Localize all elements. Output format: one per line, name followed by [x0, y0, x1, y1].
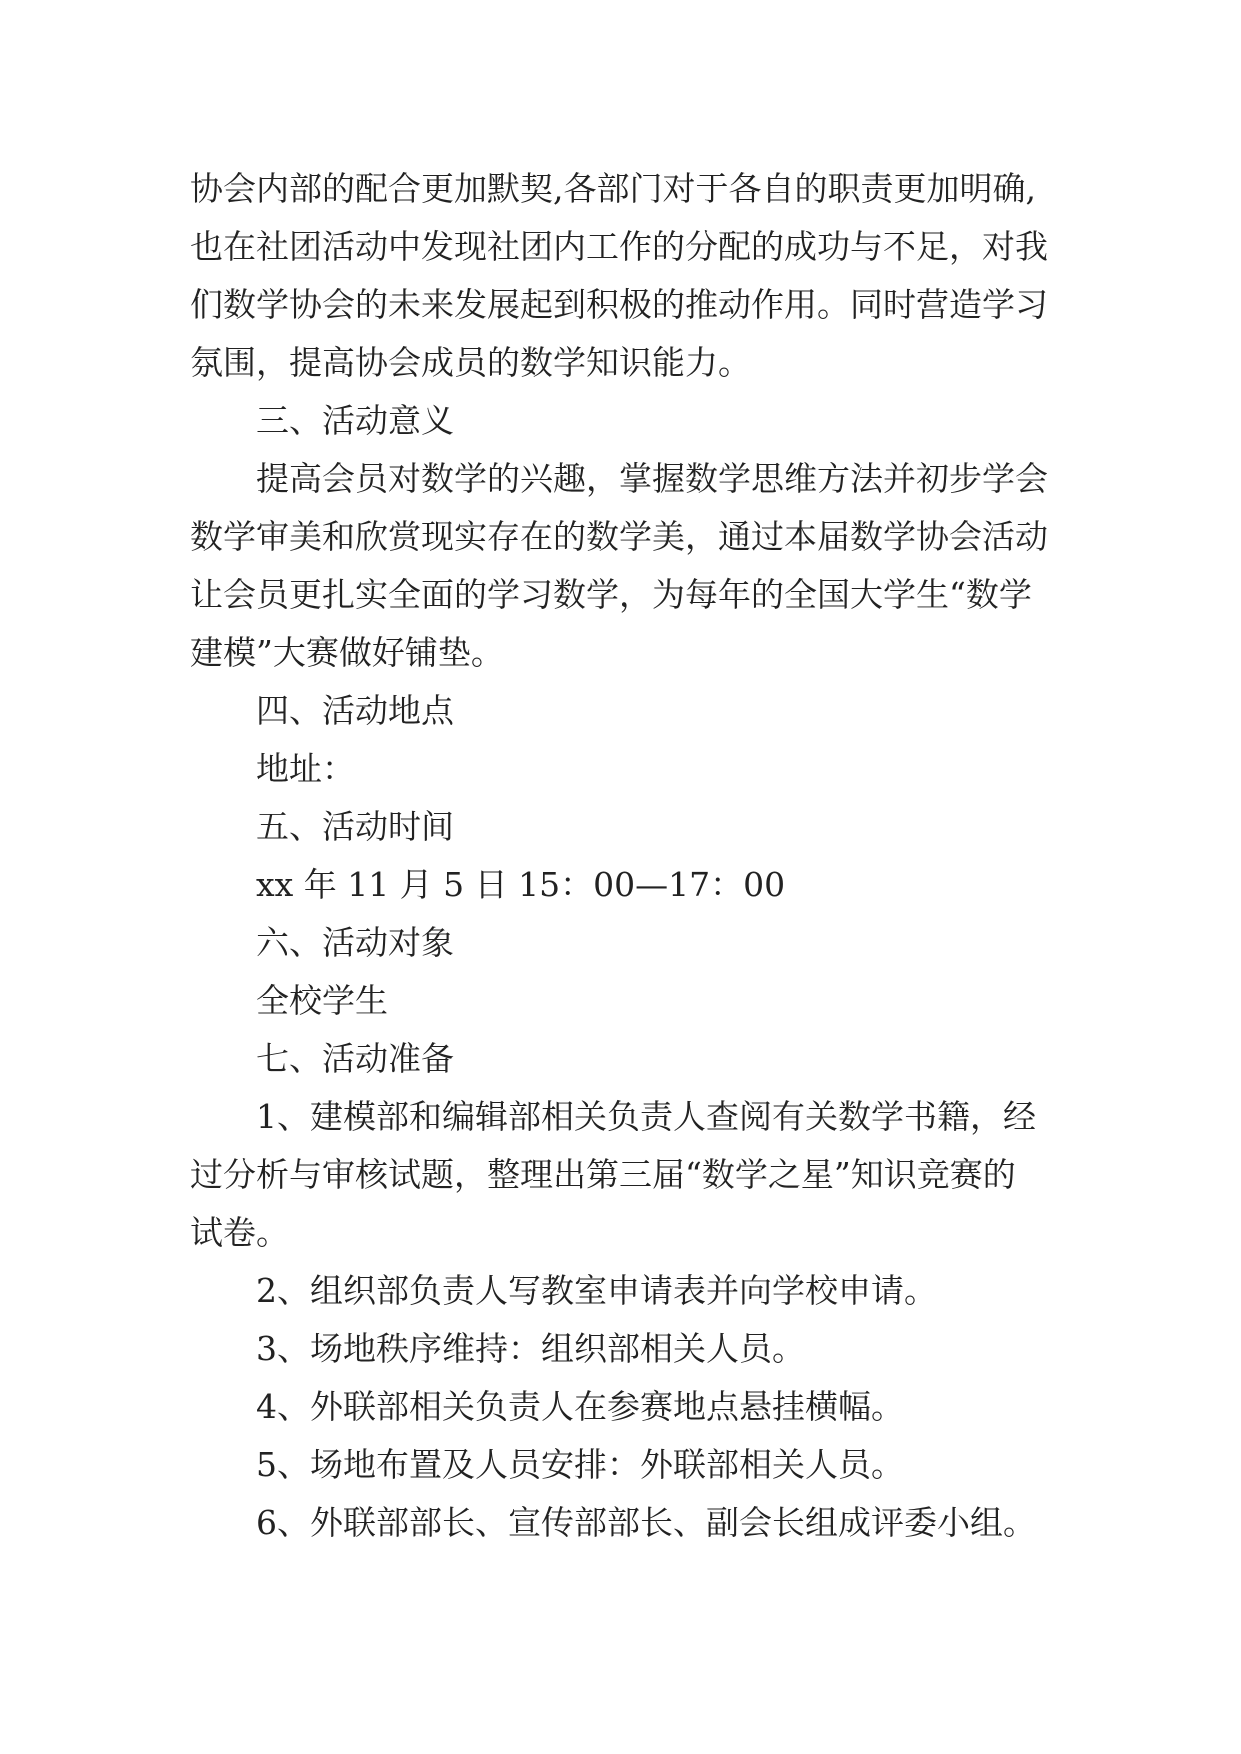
text-line: 七、活动准备 — [256, 1039, 454, 1078]
text-line: 过分析与审核试题，整理出第三届“数学之星”知识竞赛的 — [190, 1155, 1016, 1194]
text-line: 全校学生 — [256, 981, 388, 1020]
text-line: 四、活动地点 — [256, 691, 454, 730]
text-line: 地址： — [256, 749, 355, 788]
text-line: 五、活动时间 — [256, 807, 454, 846]
text-line: 协会内部的配合更加默契,各部门对于各自的职责更加明确, — [190, 169, 1036, 208]
document-body — [190, 160, 1090, 1552]
text-line: 6、外联部部长、宣传部部长、副会长组成评委小组。 — [256, 1503, 1036, 1542]
text-line: 4、外联部相关负责人在参赛地点悬挂横幅。 — [256, 1387, 904, 1426]
text-line: 2、组织部负责人写教室申请表并向学校申请。 — [256, 1271, 937, 1310]
text-line: 六、活动对象 — [256, 923, 454, 962]
text-line: xx 年 11 月 5 日 15：00—17：00 — [256, 865, 786, 904]
text-line: 也在社团活动中发现社团内工作的分配的成功与不足，对我 — [190, 227, 1048, 266]
text-line: 数学审美和欣赏现实存在的数学美，通过本届数学协会活动 — [190, 517, 1048, 556]
text-line: 试卷。 — [190, 1213, 289, 1252]
text-line: 让会员更扎实全面的学习数学，为每年的全国大学生“数学 — [190, 575, 1032, 614]
text-line: 1、建模部和编辑部相关负责人查阅有关数学书籍，经 — [256, 1097, 1036, 1136]
text-line: 们数学协会的未来发展起到积极的推动作用。同时营造学习 — [190, 285, 1048, 324]
text-line: 三、活动意义 — [256, 401, 454, 440]
text-line: 5、场地布置及人员安排：外联部相关人员。 — [256, 1445, 904, 1484]
text-line: 氛围，提高协会成员的数学知识能力。 — [190, 343, 751, 382]
text-line: 建模”大赛做好铺垫。 — [190, 633, 504, 672]
text-line: 3、场地秩序维持：组织部相关人员。 — [256, 1329, 805, 1368]
text-line: 提高会员对数学的兴趣，掌握数学思维方法并初步学会 — [256, 459, 1048, 498]
